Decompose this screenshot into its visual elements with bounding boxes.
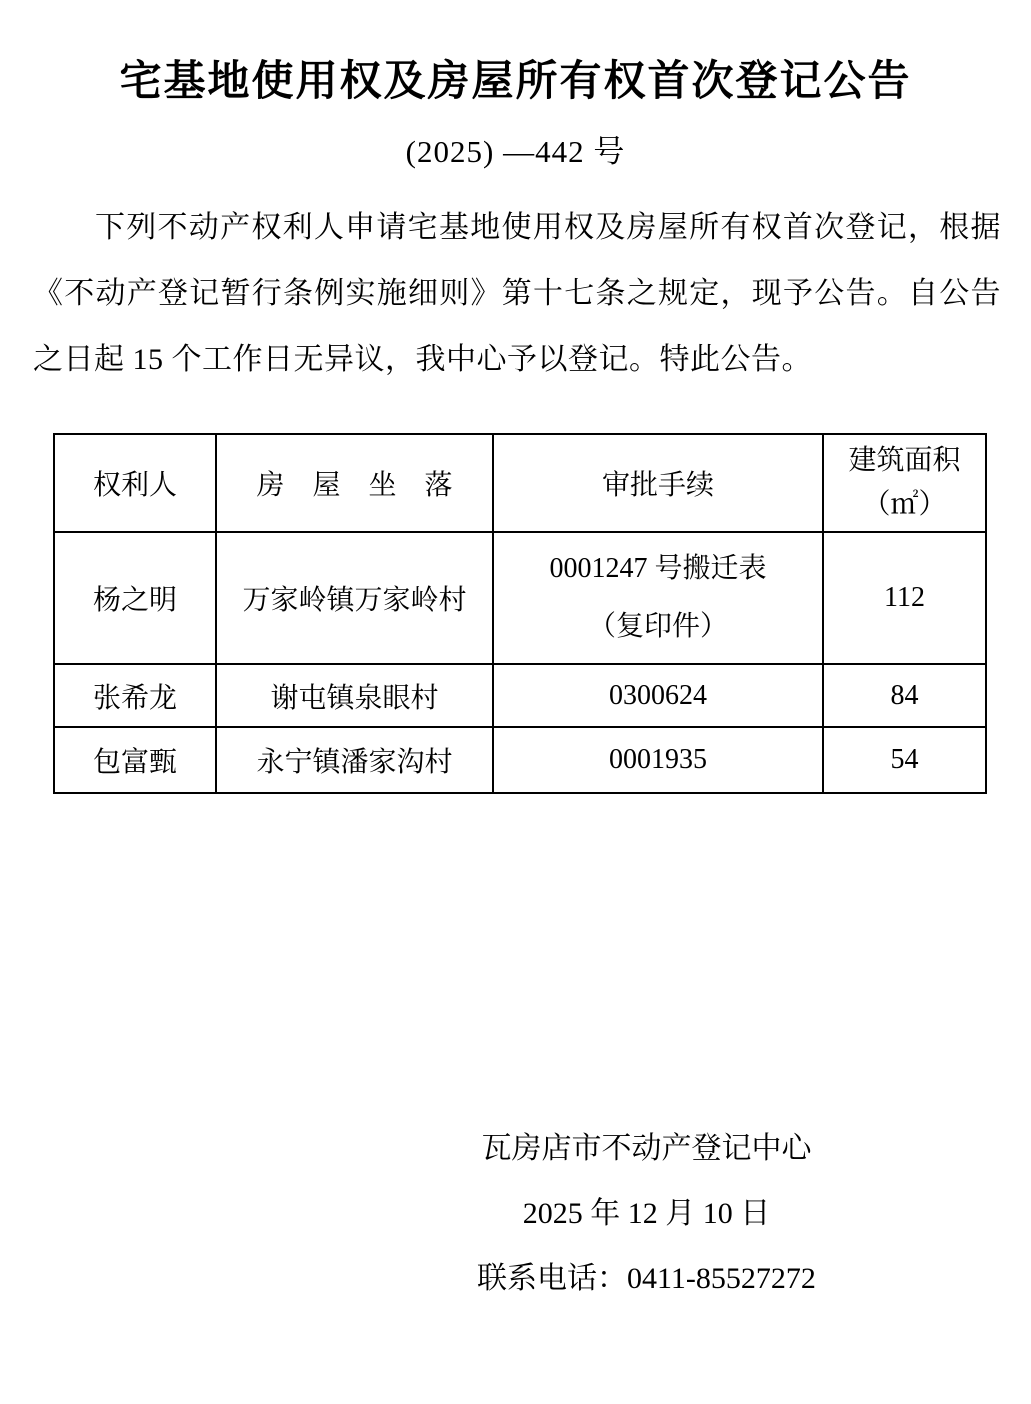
registration-table: [53, 433, 987, 794]
column-header-location: 房 屋 坐 落: [216, 434, 493, 532]
column-header-area-line2: （㎡）: [862, 489, 947, 521]
column-header-area: [823, 434, 986, 532]
cell-location: 谢屯镇泉眼村: [216, 664, 493, 727]
column-header-owner: 权利人: [54, 434, 216, 532]
column-header-area-line1: 建筑面积: [848, 445, 961, 477]
cell-approval: 0300624: [493, 664, 823, 727]
page-title: 宅基地使用权及房屋所有权首次登记公告: [119, 57, 912, 104]
cell-approval-line1: 0001247 号搬迁表: [549, 553, 767, 585]
cell-area: 54: [823, 727, 986, 793]
cell-owner: 张希龙: [54, 664, 216, 727]
table-header-row: [54, 434, 986, 532]
column-header-approval: 审批手续: [493, 434, 823, 532]
table-row: [54, 727, 986, 793]
cell-approval: 0001935: [493, 727, 823, 793]
cell-approval: [493, 532, 823, 664]
table-row: [54, 532, 986, 664]
issue-date: 2025 年 12 月 10 日: [522, 1197, 771, 1230]
table-row: [54, 664, 986, 727]
announcement-body: 下列不动产权利人申请宅基地使用权及房屋所有权首次登记，根据《不动产登记暂行条例实施细则》第十七条之规定，现予公告。自公告之日起 15 个工作日无异议，我中心予以登记。特此公告。: [33, 211, 1001, 377]
cell-approval-line2: （复印件）: [587, 611, 728, 643]
document-number: (2025) —442 号: [405, 134, 626, 170]
cell-location: 万家岭镇万家岭村: [216, 532, 493, 664]
cell-area: 84: [823, 664, 986, 727]
cell-owner: 杨之明: [54, 532, 216, 664]
cell-location: 永宁镇潘家沟村: [216, 727, 493, 793]
document-footer: [0, 1116, 1031, 1311]
contact-phone: 联系电话：0411-85527272: [477, 1262, 816, 1295]
cell-owner: 包富甄: [54, 727, 216, 793]
issuer-name: 瓦房店市不动产登记中心: [481, 1132, 812, 1165]
cell-area: 112: [823, 532, 986, 664]
